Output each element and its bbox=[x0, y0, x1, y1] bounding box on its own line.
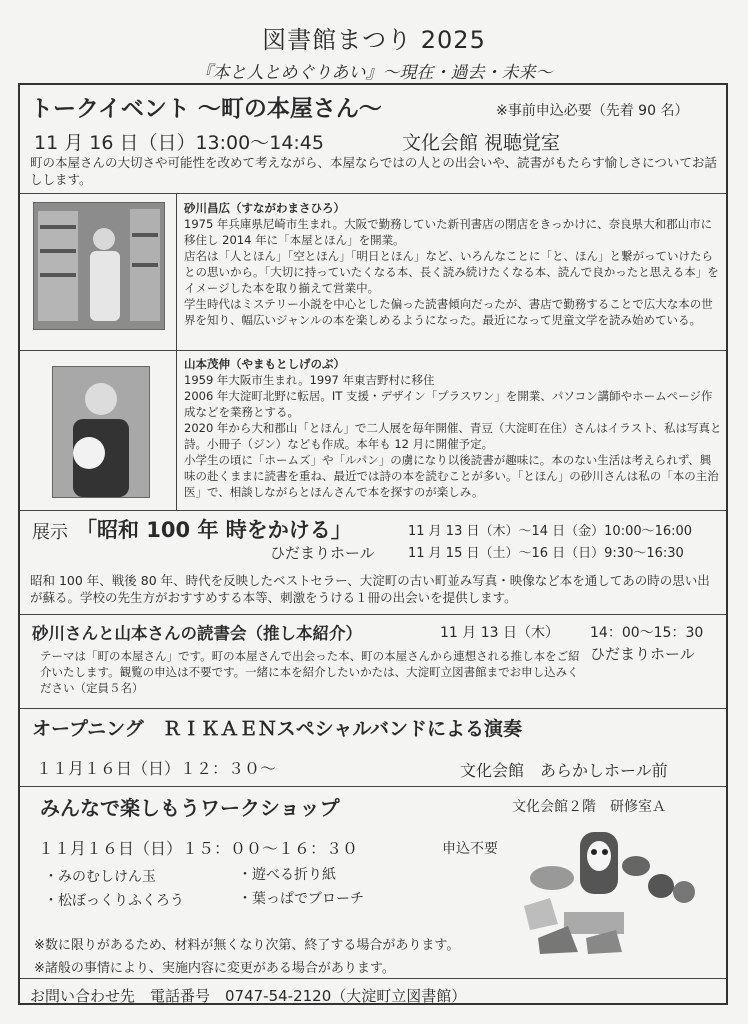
exhibit-description: 昭和 100 年、戦後 80 年、時代を反映したベストセラー、大淀町の古い町並み写真・映像など本を通してあの時の思い出が蘇る。学校の先生方がおすすめする本等、刺激をうける１冊の出会いを提供します。 bbox=[30, 573, 710, 605]
reading-time: 14：00～15：30 bbox=[590, 625, 704, 641]
speaker2-line: 1959 年大阪市生まれ。1997 年東吉野村に移住 bbox=[184, 373, 435, 387]
exhibit-date-1: 11 月 13 日（木）～14 日（金）10:00～16:00 bbox=[408, 524, 693, 539]
speaker2-line: 2020 年から大和郡山「とほん」で二人展を毎年開催、青豆（大淀町在住）さんはイラスト、私は写真と詩。小冊子（ジン）なども作成。本年も 12 月に開催予定。 bbox=[184, 421, 722, 451]
workshop-no-application: 申込不要 bbox=[442, 841, 498, 857]
talk-heading: トークイベント ～町の本屋さん～ bbox=[30, 96, 382, 122]
divider bbox=[20, 510, 726, 511]
speaker-column-divider bbox=[176, 194, 177, 510]
reading-description: テーマは「町の本屋さん」です。町の本屋さんで出会った本、町の本屋さんから連想される推し本をご紹介いたします。観覧の申込は不要です。一緒に本を紹介したいかたは、大淀町立図書館までお申し込みください（定員５名） bbox=[40, 649, 580, 695]
workshop-item: ・葉っぱでブローチ bbox=[238, 891, 364, 907]
contact-info: お問い合わせ先 電話番号 0747-54-2120（大淀町立図書館） bbox=[30, 987, 467, 1005]
page-subtitle: 『本と人とめぐりあい』～現在・過去・未来～ bbox=[195, 63, 553, 83]
speaker2-line: 小学生の頃に「ホームズ」や「ルパン」の虜になり以後読書が趣味に。本のない生活は考えられず、興味の赴くままに読書を重ね、最近では詩の本を読むことが多い。「とほん」の砂川さんは私の「本の主治医」で、相談しながらとほんさんで本を探すのが楽しみ。 bbox=[184, 453, 719, 499]
speaker1-line: 学生時代はミステリー小説を中心とした偏った読書傾向だったが、書店で勤務することで広大な本の世界を知り、幅広いジャンルの本を楽しめるようになった。最近になって児童文学を読み始めている。 bbox=[184, 297, 713, 327]
workshop-item: ・遊べる折り紙 bbox=[238, 867, 336, 883]
speaker1-bio bbox=[184, 200, 722, 328]
divider bbox=[20, 978, 726, 979]
opening-datetime: １１月１６日（日）１２：３０～ bbox=[36, 759, 277, 778]
exhibit-label: 展示 bbox=[32, 522, 68, 543]
exhibit-title: 「昭和 100 年 時をかける」 bbox=[76, 518, 352, 542]
speaker1-line: 1975 年兵庫県尼崎市生まれ。大阪で勤務していた新刊書店の閉店をきっかけに、奈良県大和郡山市に移住し 2014 年に「本屋とほん」を開業。 bbox=[184, 217, 713, 247]
exhibit-venue: ひだまりホール bbox=[270, 544, 375, 562]
divider bbox=[20, 350, 726, 351]
reading-date: 11 月 13 日（木） bbox=[440, 625, 559, 641]
speaker2-line: 2006 年大淀町北野に転居。IT 支援・デザイン「プラスワン」を開業、パソコン講師やホームページ作成などを業務とする。 bbox=[184, 389, 713, 419]
workshop-datetime: １１月１６日（日）１５：００～１６：３０ bbox=[38, 839, 359, 858]
speaker2-name: 山本茂伸（やまもとしげのぶ） bbox=[184, 357, 345, 371]
page-title: 図書館まつり 2025 bbox=[262, 26, 486, 54]
speaker1-line: 店名は「人とほん」「空とほん」「明日とほん」など、いろんなことに「と、ほん」と繋がっていけたらとの思いから。「大切に持っていたくなる本、長く読み続けたくなる本、読んで良かったと思える本」をイメージした本を取り揃えて営業中。 bbox=[184, 249, 719, 295]
reading-venue: ひだまりホール bbox=[590, 645, 695, 663]
exhibit-date-2: 11 月 15 日（土）～16 日（日）9:30～16:30 bbox=[408, 546, 684, 561]
speaker2-bio bbox=[184, 356, 722, 500]
workshop-note-2: ※諸般の事情により、実施内容に変更がある場合があります。 bbox=[34, 961, 395, 976]
divider bbox=[20, 193, 726, 194]
speaker1-photo bbox=[33, 202, 165, 330]
workshop-note-1: ※数に限りがあるため、材料が無くなり次第、終了する場合があります。 bbox=[34, 938, 460, 953]
workshop-item: ・みのむしけん玉 bbox=[44, 869, 156, 885]
speaker2-photo bbox=[52, 366, 150, 498]
divider bbox=[20, 708, 726, 709]
opening-title: オープニング ＲＩＫＡＥＮスペシャルバンドによる演奏 bbox=[32, 718, 523, 740]
divider bbox=[20, 786, 726, 787]
talk-description: 町の本屋さんの大切さや可能性を改めて考えながら、本屋ならではの人との出会いや、読書がもたらす愉しさについてお話しします。 bbox=[30, 155, 717, 187]
workshop-item: ・松ぼっくりふくろう bbox=[44, 893, 184, 909]
opening-venue: 文化会館 あらかしホール前 bbox=[460, 761, 668, 780]
reading-title: 砂川さんと山本さんの読書会（推し本紹介） bbox=[32, 624, 362, 643]
divider bbox=[20, 614, 726, 615]
speaker1-name: 砂川昌広（すながわまさひろ） bbox=[184, 201, 345, 215]
workshop-title: みんなで楽しもうワークショップ bbox=[40, 796, 340, 820]
workshop-venue: 文化会館２階 研修室Ａ bbox=[512, 799, 666, 815]
talk-venue: 文化会館 視聴覚室 bbox=[402, 132, 561, 154]
talk-datetime: 11 月 16 日（日）13:00～14:45 bbox=[34, 132, 324, 154]
workshop-crafts-illustration bbox=[516, 826, 716, 956]
talk-note: ※事前申込必要（先着 90 名） bbox=[496, 103, 689, 119]
